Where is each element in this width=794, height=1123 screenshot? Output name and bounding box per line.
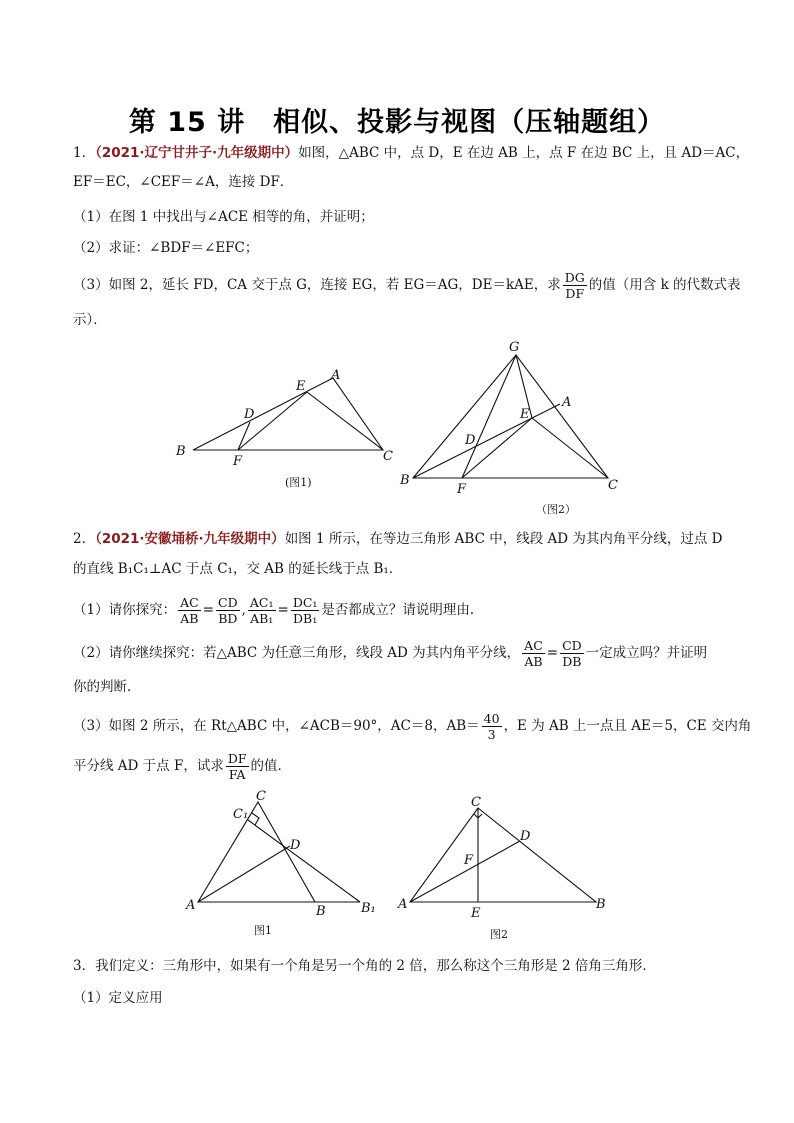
fraction-40-3 — [482, 711, 502, 742]
label-e: E — [296, 379, 306, 394]
label-b: B — [596, 897, 606, 912]
label-a: A — [398, 897, 408, 912]
label-d: D — [244, 407, 255, 422]
fraction-ac1-ab1 — [248, 595, 276, 626]
label-f: F — [233, 454, 243, 469]
segment-ad — [198, 846, 290, 902]
label-c: C — [608, 478, 618, 493]
q3-stem: 我们定义：三角形中，如果有一个角是另一个角的 2 倍，那么称这个三角形是 2 倍角三角形． — [95, 958, 656, 974]
label-f: F — [464, 853, 474, 868]
fraction-ac-ab — [522, 638, 545, 669]
q2-stem-2: 的直线 B₁C₁⊥AC 于点 C₁，交 AB 的延长线于点 B₁． — [73, 561, 403, 577]
label-b1: B₁ — [361, 901, 376, 916]
label-b: B — [400, 473, 410, 488]
label-c: C — [471, 795, 481, 810]
q3-part1: （1）定义应用 — [73, 990, 163, 1006]
fraction-cd-bd — [216, 595, 240, 626]
triangle-abc — [410, 808, 596, 902]
figure-caption: (图1) — [285, 476, 312, 489]
q1-number: 1． — [73, 145, 96, 161]
label-c: C — [256, 789, 266, 804]
q2-part3-text-c: 平分线 AD 于点 F，试求 — [73, 758, 224, 774]
q2-stem-1: 如图 1 所示，在等边三角形 ABC 中，线段 AD 为其内角平分线，过点 D — [284, 531, 723, 547]
figure-caption: 图1 — [254, 924, 272, 937]
q1-stem-2: EF＝EC，∠CEF＝∠A，连接 DF． — [73, 174, 294, 190]
fraction-denominator: BD — [218, 611, 238, 626]
segment-ba — [413, 404, 560, 478]
fraction-denominator: AB — [180, 611, 199, 626]
label-a: A — [331, 368, 341, 383]
triangle-abc — [193, 378, 383, 450]
q2-part1: （1）请你探究： $\frac{AC}{AB}$ = $\frac{CD}{BD}$ , $\frac{\text{AC₁}}{\text{AB₁}}$ = $\frac{\text{DC₁}}{\text{DB₁}}$ 是否都成立？请说明理由． — [73, 595, 484, 626]
label-b: B — [316, 904, 326, 919]
q2-part2-text-a: （2）请你继续探究：若△ABC 为任意三角形，线段 AD 为其内角平分线， — [73, 645, 521, 661]
fraction-numerator: DF — [227, 751, 247, 766]
q2-part1-text-a: （1）请你探究： — [73, 602, 177, 618]
q1-part3-text-a: （3）如图 2，延长 FD，CA 交于点 G，连接 EG，若 EG＝AG，DE＝kAE，求 — [73, 277, 561, 293]
label-e: E — [520, 407, 530, 422]
label-a: A — [186, 898, 196, 913]
q2-source: （2021·安徽埇桥·九年级期中） — [95, 531, 285, 547]
fraction-numerator: AC — [524, 638, 543, 653]
fraction-numerator: AC — [180, 595, 199, 610]
q3-number: 3． — [73, 958, 96, 974]
segment-ad — [410, 841, 520, 902]
fraction-ac-ab — [178, 595, 201, 626]
fraction-denominator: DF — [565, 286, 585, 301]
triangle-gbc — [413, 355, 608, 478]
q2-part3-text-b: ，E 为 AB 上一点且 AE＝5，CE 交内角 — [503, 718, 752, 734]
fraction-denominator: AB — [524, 654, 543, 669]
label-d: D — [290, 838, 301, 853]
q1-line1 — [73, 143, 749, 163]
q3-line1 — [73, 956, 656, 976]
segment-ec — [307, 392, 383, 450]
q1-part2: （2）求证：∠BDF＝∠EFC； — [73, 240, 259, 256]
label-d: D — [465, 433, 476, 448]
fraction-denominator: FA — [228, 767, 246, 782]
label-c: C — [383, 449, 393, 464]
q2-part3-text-d: 的值． — [250, 758, 292, 774]
fraction-numerator: DG — [564, 270, 585, 285]
q2-figure-2 — [395, 790, 615, 945]
fraction-numerator: DC₁ — [292, 595, 318, 610]
fraction-dc1-db1 — [291, 595, 320, 626]
fraction-denominator: 3 — [487, 727, 496, 742]
label-f: F — [457, 482, 467, 497]
q2-number: 2． — [73, 531, 96, 547]
fraction-denominator: DB — [562, 654, 582, 669]
label-c1: C₁ — [233, 807, 249, 822]
fraction-numerator: 40 — [483, 711, 500, 726]
q1-figure-1 — [170, 360, 400, 500]
segment-gf — [462, 355, 516, 478]
q1-source: （2021·辽宁甘井子·九年级期中） — [95, 145, 299, 161]
q2-part2: （2）请你继续探究：若△ABC 为任意三角形，线段 AD 为其内角平分线， $\frac{AC}{AB}$ = $\frac{CD}{DB}$ 一定成立吗？并证明 — [73, 638, 708, 669]
label-b: B — [176, 444, 186, 459]
q2-line1 — [73, 529, 722, 549]
fraction-denominator: AB₁ — [250, 611, 274, 626]
fraction-cd-db — [560, 638, 584, 669]
q2-part2-text-b: 一定成立吗？并证明 — [585, 645, 708, 661]
figure-caption: 图2 — [490, 928, 508, 941]
q1-part3-end: 示）． — [73, 312, 107, 328]
q1-stem-1: 如图，△ABC 中，点 D，E 在边 AB 上，点 F 在边 BC 上，且 AD＝AC， — [298, 145, 750, 161]
q2-part3-cont — [73, 751, 291, 782]
q2-part3-text-a: （3）如图 2 所示，在 Rt△ABC 中，∠ACB＝90°，AC＝8，AB＝ — [73, 718, 480, 734]
q2-part2-end: 你的判断． — [73, 679, 141, 695]
q1-part1: （1）在图 1 中找出与∠ACE 相等的角，并证明； — [73, 209, 374, 225]
q2-part1-text-b: 是否都成立？请说明理由． — [321, 602, 484, 618]
figure-caption: （图2） — [536, 503, 576, 516]
q1-fraction-dg-df — [563, 270, 587, 301]
fraction-denominator: DB₁ — [293, 611, 318, 626]
q1-part3 — [73, 270, 741, 301]
fraction-numerator: CD — [218, 595, 238, 610]
q2-figure-1 — [180, 785, 385, 945]
label-a: A — [562, 395, 572, 410]
q1-figure-2 — [395, 335, 625, 520]
label-d: D — [520, 829, 531, 844]
label-e: E — [471, 906, 481, 921]
fraction-df-fa — [226, 751, 249, 782]
q2-part3 — [73, 711, 751, 742]
page-title: 第 15 讲 相似、投影与视图（压轴题组） — [128, 107, 666, 138]
q1-part3-text-b: 的值（用含 k 的代数式表 — [588, 277, 741, 293]
fraction-numerator: AC₁ — [249, 595, 274, 610]
fraction-numerator: CD — [562, 638, 582, 653]
label-g: G — [509, 340, 520, 355]
